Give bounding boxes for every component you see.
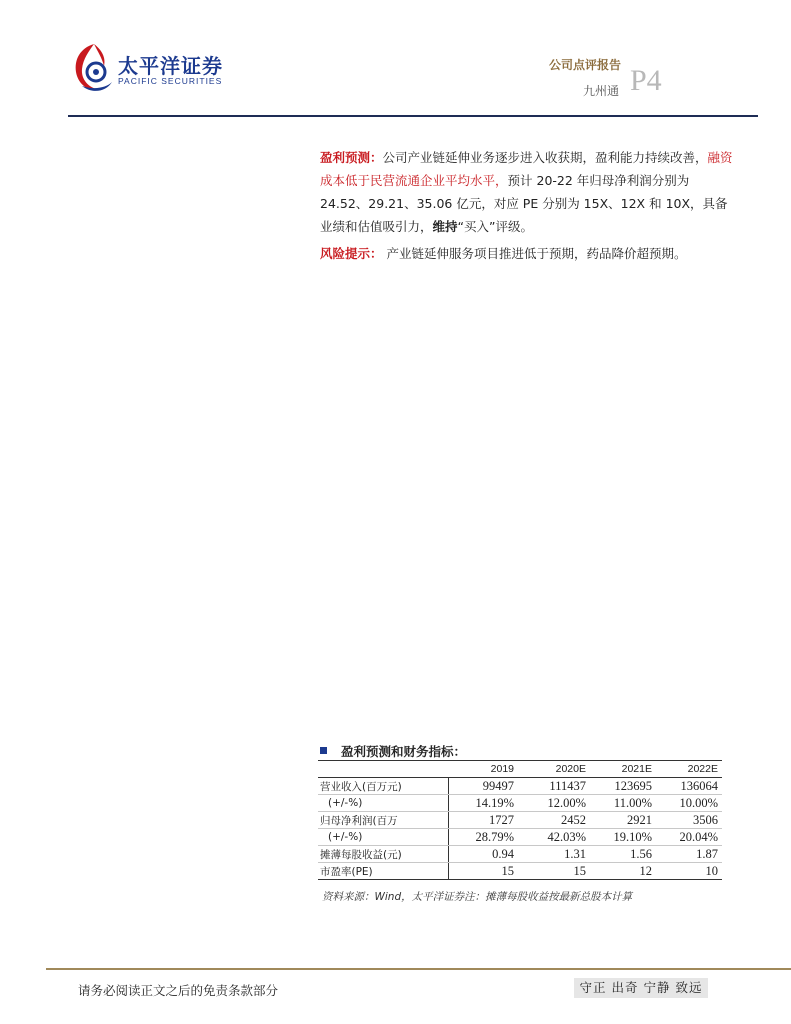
profit-forecast-label: 盈利预测： [320, 150, 383, 165]
table-header-cell: 2019 [448, 761, 518, 778]
table-cell: 14.19% [448, 795, 518, 812]
table-header-cell: 2022E [656, 761, 722, 778]
table-header-cell [318, 761, 448, 778]
profit-forecast-text-2: 预计 20-22 年归母净利润分别为 24.52、29.21、35.06 亿元，对应 PE 分别为 15X、12X 和 10X，具备业绩和估值吸引力， [320, 173, 728, 234]
page-number: P4 [630, 64, 662, 97]
table-title [320, 742, 466, 760]
table-cell: 19.10% [590, 829, 656, 846]
logo-mark-icon [72, 42, 116, 94]
table-cell: 136064 [656, 778, 722, 795]
table-cell: 15 [448, 863, 518, 880]
table-cell: 2921 [590, 812, 656, 829]
row-label: 营业收入(百万元) [318, 778, 448, 795]
table-row [318, 829, 722, 846]
table-cell: 99497 [448, 778, 518, 795]
table-cell: 2452 [518, 812, 590, 829]
table-row [318, 863, 722, 880]
company-name: 九州通 [582, 84, 619, 98]
table-cell: 15 [518, 863, 590, 880]
row-label: 归母净利润(百万 [318, 812, 448, 829]
table-cell: 1727 [448, 812, 518, 829]
table-cell: 11.00% [590, 795, 656, 812]
table-cell: 12.00% [518, 795, 590, 812]
table-header-cell: 2020E [518, 761, 590, 778]
table-cell: 1.31 [518, 846, 590, 863]
table-cell: 42.03% [518, 829, 590, 846]
profit-forecast-text-1: 公司产业链延伸业务逐步进入收获期，盈利能力持续改善， [382, 150, 708, 165]
profit-forecast-text-3: “买入”评级。 [457, 219, 533, 234]
footer-disclaimer: 请务必阅读正文之后的免责条款部分 [78, 983, 279, 998]
row-label: (+/-%) [318, 829, 448, 846]
risk-label: 风险提示： [320, 246, 383, 261]
table-header-row [318, 761, 722, 778]
table-cell: 10.00% [656, 795, 722, 812]
table-cell: 0.94 [448, 846, 518, 863]
profit-forecast-paragraph [320, 146, 740, 238]
row-label: (+/-%) [318, 795, 448, 812]
footer-motto: 守正 出奇 宁静 致远 [574, 978, 708, 998]
table-cell: 111437 [518, 778, 590, 795]
bullet-square-icon [320, 747, 327, 754]
risk-text: 产业链延伸服务项目推进低于预期，药品降价超预期。 [382, 246, 687, 261]
row-label: 市盈率(PE) [318, 863, 448, 880]
table-cell: 1.87 [656, 846, 722, 863]
table-row [318, 812, 722, 829]
row-label: 摊薄每股收益(元) [318, 846, 448, 863]
profit-forecast-highlight: 融资成本低于民营流通企业平均水平， [320, 150, 733, 188]
table-header-cell: 2021E [590, 761, 656, 778]
table-source-note: 资料来源：Wind，太平洋证券注：摊薄每股收益按最新总股本计算 [322, 891, 633, 903]
table-row [318, 778, 722, 795]
table-title-text: 盈利预测和财务指标： [341, 744, 467, 759]
table-row [318, 846, 722, 863]
financial-table [318, 761, 722, 880]
report-type: 公司点评报告 [548, 58, 621, 72]
table-cell: 3506 [656, 812, 722, 829]
table-cell: 12 [590, 863, 656, 880]
brand-name-en: PACIFIC SECURITIES [118, 76, 223, 86]
footer-divider [46, 968, 791, 970]
header-divider [68, 115, 758, 117]
profit-forecast-bold: 维持 [432, 219, 458, 234]
table-cell: 1.56 [590, 846, 656, 863]
risk-paragraph [320, 242, 740, 265]
table-cell: 20.04% [656, 829, 722, 846]
company-logo [72, 40, 242, 96]
table-cell: 10 [656, 863, 722, 880]
table-row [318, 795, 722, 812]
brand-name-cn: 太平洋证券 [118, 54, 223, 78]
table-cell: 28.79% [448, 829, 518, 846]
table-cell: 123695 [590, 778, 656, 795]
